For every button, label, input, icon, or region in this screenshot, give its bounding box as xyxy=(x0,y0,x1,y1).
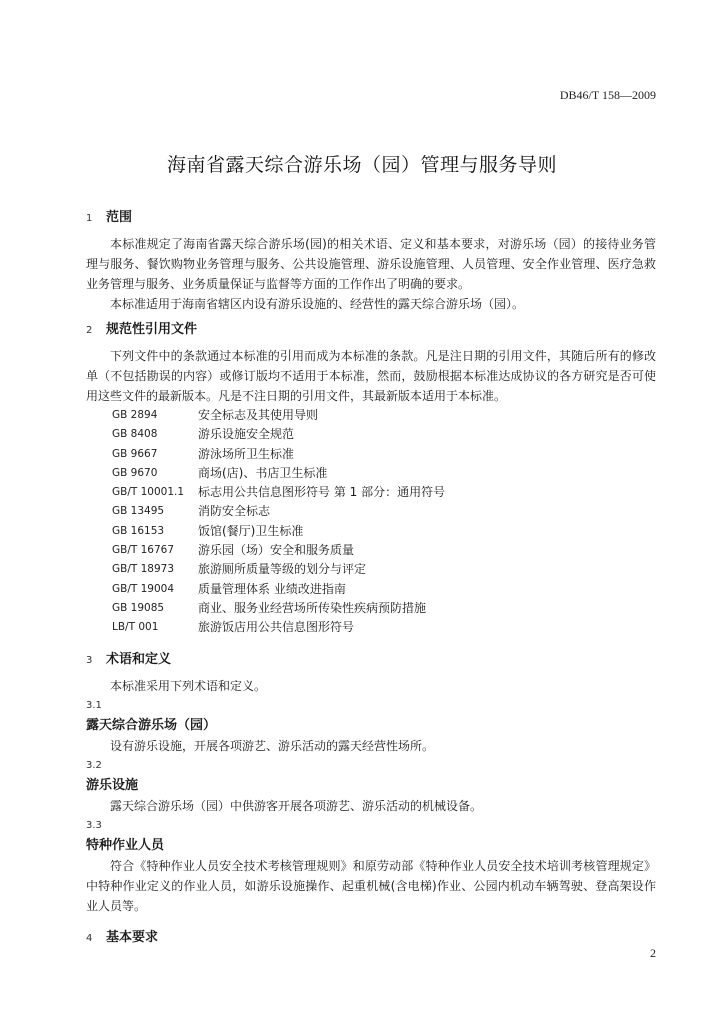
reference-title: 游乐园（场）安全和服务质量 xyxy=(198,543,355,558)
term-definition: 符合《特种作业人员安全技术考核管理规则》和原劳动部《特种作业人员安全技术培训考核管理规定》中特种作业定义的作业人员，如游乐设施操作、起重机械(含电梯)作业、公园内机动车辆驾驶、登高架设作业人员等。 xyxy=(86,858,656,913)
scope-paragraph-2: 本标准适用于海南省辖区内设有游乐设施的、经营性的露天综合游乐场（园）。 xyxy=(110,297,525,311)
term-number: 3.2 xyxy=(86,759,102,771)
terms-intro: 本标准采用下列术语和定义。 xyxy=(110,678,267,693)
reference-title: 商业、服务业经营场所传染性疾病预防措施 xyxy=(198,600,427,615)
reference-title: 标志用公共信息图形符号 第 1 部分：通用符号 xyxy=(198,485,446,500)
section-heading-normative-references xyxy=(86,320,656,340)
reference-code: GB 19085 xyxy=(112,601,165,614)
reference-code: GB/T 19004 xyxy=(112,582,175,595)
reference-title: 游乐设施安全规范 xyxy=(198,427,295,442)
document-title: 海南省露天综合游乐场（园）管理与服务导则 xyxy=(166,154,557,176)
reference-code: GB 13495 xyxy=(112,505,165,518)
term-name: 露天综合游乐场（园） xyxy=(86,717,217,733)
term-definition: 设有游乐设施，开展各项游艺、游乐活动的露天经营性场所。 xyxy=(110,738,435,753)
reference-item xyxy=(86,541,656,560)
reference-code: GB 9670 xyxy=(112,466,158,479)
page-number: 2 xyxy=(650,946,656,960)
section-heading-terms xyxy=(86,650,656,670)
term-number: 3.1 xyxy=(86,699,102,711)
reference-item xyxy=(86,580,656,599)
reference-list xyxy=(86,406,656,638)
term-number: 3.3 xyxy=(86,819,102,831)
term-name: 游乐设施 xyxy=(86,777,139,793)
reference-code: LB/T 001 xyxy=(112,621,159,634)
reference-code: GB/T 18973 xyxy=(112,563,175,576)
reference-title: 旅游饭店用公共信息图形符号 xyxy=(198,620,355,635)
section-title: 规范性引用文件 xyxy=(106,322,198,337)
scope-paragraph-1: 本标准规定了海南省露天综合游乐场(园)的相关术语、定义和基本要求，对游乐场（园）的接待业务管理与服务、餐饮购物业务管理与服务、公共设施管理、游乐设施管理、人员管理、安全作业管理、医疗急救业务管理与服务、业务质量保证与监督等方面的工作作出了明确的要求。 xyxy=(86,237,656,291)
reference-title: 安全标志及其使用导则 xyxy=(198,408,319,422)
section-number: 1 xyxy=(86,213,93,224)
section-number: 3 xyxy=(86,654,93,666)
reference-title: 游泳场所卫生标准 xyxy=(198,446,295,461)
reference-item xyxy=(86,618,656,637)
term-name: 特种作业人员 xyxy=(86,837,165,853)
reference-title: 商场(店)、书店卫生标准 xyxy=(198,465,328,480)
section-heading-basic-requirements xyxy=(86,928,656,948)
reference-item xyxy=(86,522,656,541)
document-body xyxy=(86,208,656,948)
reference-item xyxy=(86,464,656,483)
section-number: 2 xyxy=(86,325,93,336)
reference-item xyxy=(86,599,656,618)
section-title: 基本要求 xyxy=(106,929,159,945)
reference-code: GB 16153 xyxy=(112,524,165,537)
reference-code: GB/T 10001.1 xyxy=(112,486,185,499)
section-heading-scope xyxy=(86,208,656,228)
reference-item xyxy=(86,406,656,425)
references-paragraph: 下列文件中的条款通过本标准的引用而成为本标准的条款。凡是注日期的引用文件，其随后所有的修改单（不包括勘误的内容）或修订版均不适用于本标准，然而，鼓励根据本标准达成协议的各方研究是否可使用这些文件的最新版本。凡是不注日期的引用文件，其最新版本适用于本标准。 xyxy=(86,349,656,403)
reference-item xyxy=(86,502,656,521)
standard-code: DB46/T 158—2009 xyxy=(559,88,656,102)
reference-code: GB 8408 xyxy=(112,428,158,441)
reference-code: GB 2894 xyxy=(112,409,158,421)
reference-title: 消防安全标志 xyxy=(198,504,271,519)
reference-item xyxy=(86,425,656,444)
reference-code: GB 9667 xyxy=(112,447,158,460)
reference-item xyxy=(86,483,656,502)
section-number: 4 xyxy=(86,932,93,944)
reference-code: GB/T 16767 xyxy=(112,544,175,557)
reference-item xyxy=(86,560,656,579)
reference-item xyxy=(86,445,656,464)
reference-title: 旅游厕所质量等级的划分与评定 xyxy=(198,562,367,577)
section-title: 范围 xyxy=(106,210,133,225)
reference-title: 质量管理体系 业绩改进指南 xyxy=(198,581,346,596)
term-definition: 露天综合游乐场（园）中供游客开展各项游艺、游乐活动的机械设备。 xyxy=(110,798,483,813)
reference-title: 饭馆(餐厅)卫生标准 xyxy=(198,523,304,538)
section-title: 术语和定义 xyxy=(106,651,172,667)
